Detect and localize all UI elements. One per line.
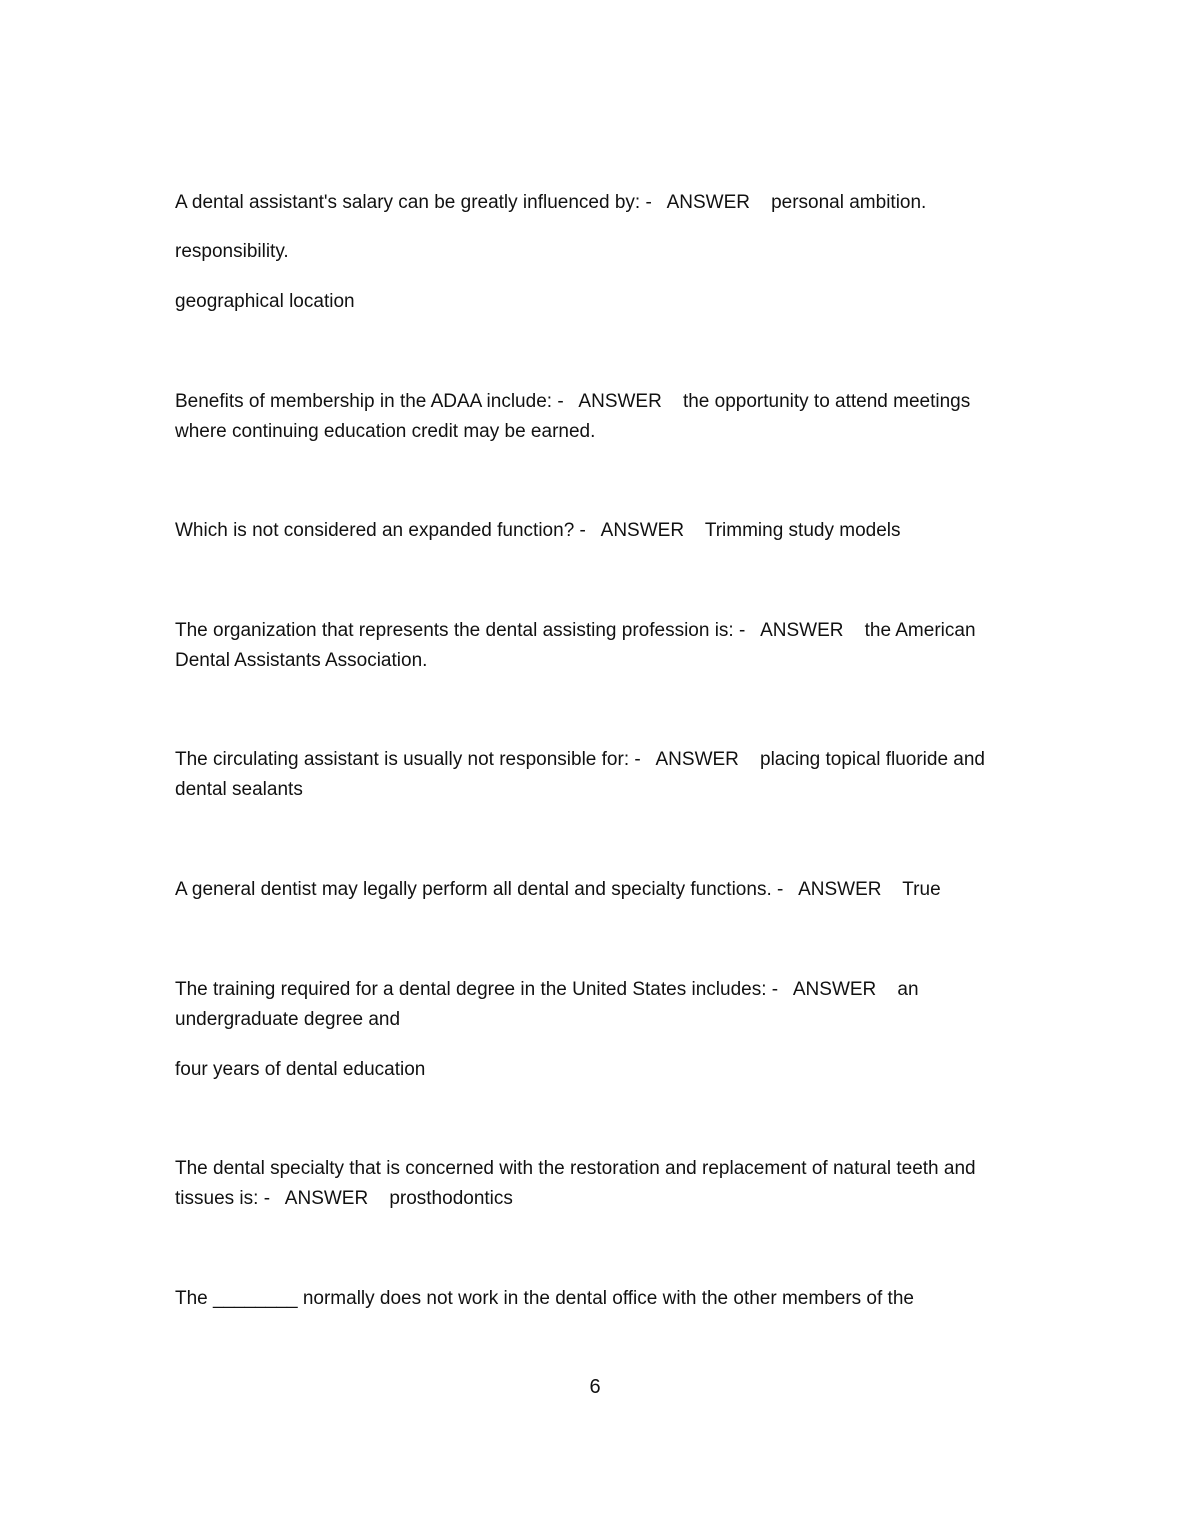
qa-expanded-function: Which is not considered an expanded function? - ANSWER Trimming study models xyxy=(175,520,901,541)
qa-salary-question: A dental assistant's salary can be greatly influenced by: - ANSWER personal ambition. xyxy=(175,192,927,213)
qa-dental-degree-continued: four years of dental education xyxy=(175,1059,426,1080)
qa-specialty: The dental specialty that is concerned with the restoration and replacement of natural teeth and tissues is: - ANSWER prosthodontics xyxy=(175,1158,981,1209)
qa-circulating-assistant: The circulating assistant is usually not responsible for: - ANSWER placing topical fluoride and dental sealants xyxy=(175,749,991,800)
page-number: 6 xyxy=(589,1376,601,1398)
qa-dental-degree: The training required for a dental degree in the United States includes: - ANSWER an undergraduate degree and xyxy=(175,979,924,1030)
qa-salary-answer-responsibility: responsibility. xyxy=(175,241,289,262)
qa-office-member: The ________ normally does not work in the dental office with the other members of the xyxy=(175,1288,914,1309)
qa-general-dentist: A general dentist may legally perform all dental and specialty functions. - ANSWER True xyxy=(175,879,941,900)
qa-salary-answer-location: geographical location xyxy=(175,291,355,312)
qa-organization: The organization that represents the dental assisting profession is: - ANSWER the American Dental Assistants Association. xyxy=(175,620,981,671)
qa-adaa-benefits: Benefits of membership in the ADAA include: - ANSWER the opportunity to attend meetings where continuing education credit may be earned. xyxy=(175,391,976,442)
